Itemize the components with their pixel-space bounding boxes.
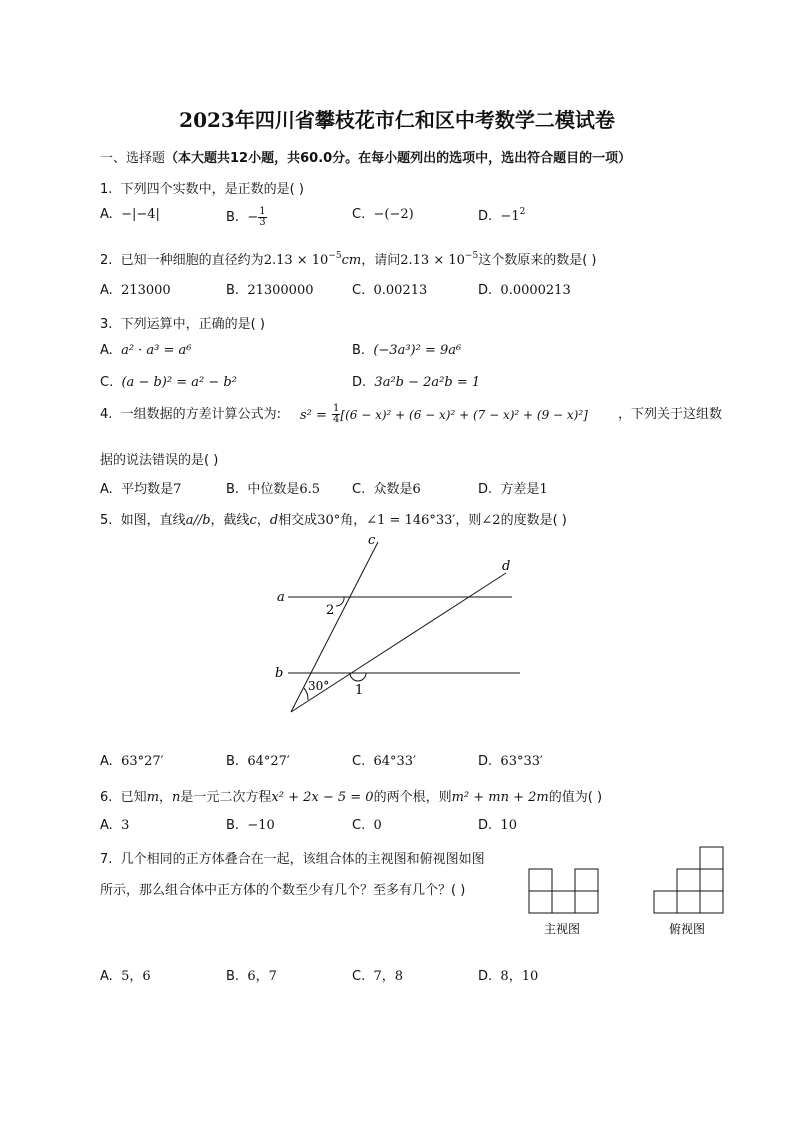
label-a: a [277, 590, 285, 605]
q1-option-a[interactable]: A. −|−4| [100, 207, 160, 222]
q7-option-b[interactable]: B. 6，7 [226, 969, 277, 984]
question-4-stem-b: ，下列关于这组数 [618, 407, 723, 422]
q6-option-b[interactable]: B. −10 [226, 818, 275, 833]
section-note: （本大题共12小题，共60.0分。在每小题列出的选项中，选出符合题目的一项） [165, 151, 632, 166]
q7-option-c[interactable]: C. 7，8 [352, 969, 404, 984]
section-label: 一、选择题 [100, 151, 166, 166]
q2-option-b[interactable]: B. 21300000 [226, 283, 314, 298]
page-title: 2023年四川省攀枝花市仁和区中考数学二模试卷 [179, 108, 615, 132]
angle-2-arc [336, 597, 344, 606]
variance-formula: s² = $\frac{1}{4}$ [(6 − x)² + (6 − x)² + (7 − x)² + (9 − x)²] [300, 403, 588, 425]
q1-option-d[interactable]: D. $-1^2$ [478, 207, 526, 224]
q3-option-b[interactable]: B. (−3a³)² = 9a⁶ [352, 343, 462, 358]
q4-option-a[interactable]: A. 平均数是7 [100, 482, 182, 497]
q2-option-a[interactable]: A. 213000 [100, 283, 171, 298]
q7-option-a[interactable]: A. 5，6 [100, 969, 151, 984]
question-7-stem-a: 7. 几个相同的正方体叠合在一起，该组合体的主视图和俯视图如图 [100, 852, 485, 867]
parallel-lines-figure [260, 530, 540, 720]
q5-option-d[interactable]: D. 63°33′ [478, 754, 543, 769]
question-number: 1. [100, 182, 113, 197]
label-b: b [275, 666, 284, 681]
question-text: 下列四个实数中，是正数的是( ) [120, 182, 304, 197]
q5-option-a[interactable]: A. 63°27′ [100, 754, 164, 769]
label-d: d [502, 559, 511, 574]
q5-option-c[interactable]: C. 64°33′ [352, 754, 417, 769]
q4-option-d[interactable]: D. 方差是1 [478, 482, 548, 497]
question-7-stem-b: 所示，那么组合体中正方体的个数至少有几个？至多有几个？( ) [100, 883, 466, 898]
q6-option-c[interactable]: C. 0 [352, 818, 382, 833]
angle-1-arc [350, 673, 366, 681]
q3-option-a[interactable]: A. a² · a³ = a⁶ [100, 343, 192, 358]
label-angle-2: 2 [326, 603, 335, 618]
q4-option-b[interactable]: B. 中位数是6.5 [226, 482, 321, 497]
question-6-stem: 6. 已知m，n是一元二次方程x² + 2x − 5 = 0的两个根，则m² + mn + 2m的值为( ) [100, 790, 603, 805]
line-c [291, 542, 378, 712]
top-view-label: 俯视图 [669, 922, 706, 936]
label-c: c [368, 533, 376, 548]
question-4-stem: 4. 一组数据的方差计算公式为: [100, 407, 282, 422]
question-4-stem-c: 据的说法错误的是( ) [100, 453, 219, 468]
label-angle-30: 30° [308, 679, 330, 693]
top-view [654, 847, 723, 913]
q6-option-d[interactable]: D. 10 [478, 818, 517, 833]
cube-views-figure [526, 846, 726, 941]
question-3-stem: 3. 下列运算中，正确的是( ) [100, 317, 265, 332]
label-angle-1: 1 [355, 683, 364, 698]
q3-option-c[interactable]: C. (a − b)² = a² − b² [100, 375, 237, 390]
q3-option-d[interactable]: D. 3a²b − 2a²b = 1 [352, 375, 481, 390]
q1-option-b[interactable]: B. − $\frac{1}{3}$ [226, 206, 266, 228]
q7-option-d[interactable]: D. 8，10 [478, 969, 539, 984]
q2-option-c[interactable]: C. 0.00213 [352, 283, 428, 298]
question-2-stem: 2. 已知一种细胞的直径约为$2.13 \times 10^{-5}cm$，请问$2.13 \times 10^{-5}$这个数原来的数是( ) [100, 251, 597, 268]
q4-option-c[interactable]: C. 众数是6 [352, 482, 421, 497]
front-view-label: 主视图 [544, 922, 581, 936]
q2-option-d[interactable]: D. 0.0000213 [478, 283, 571, 298]
q6-option-a[interactable]: A. 3 [100, 818, 130, 833]
section-heading [100, 147, 631, 166]
question-1-stem [100, 178, 304, 197]
question-5-stem: 5. 如图，直线a//b，截线c，d相交成30°角，∠1 = 146°33′，则∠2的度数是( ) [100, 513, 567, 528]
q1-option-c[interactable]: C. −(−2) [352, 207, 414, 222]
front-view [529, 869, 598, 913]
q5-option-b[interactable]: B. 64°27′ [226, 754, 290, 769]
